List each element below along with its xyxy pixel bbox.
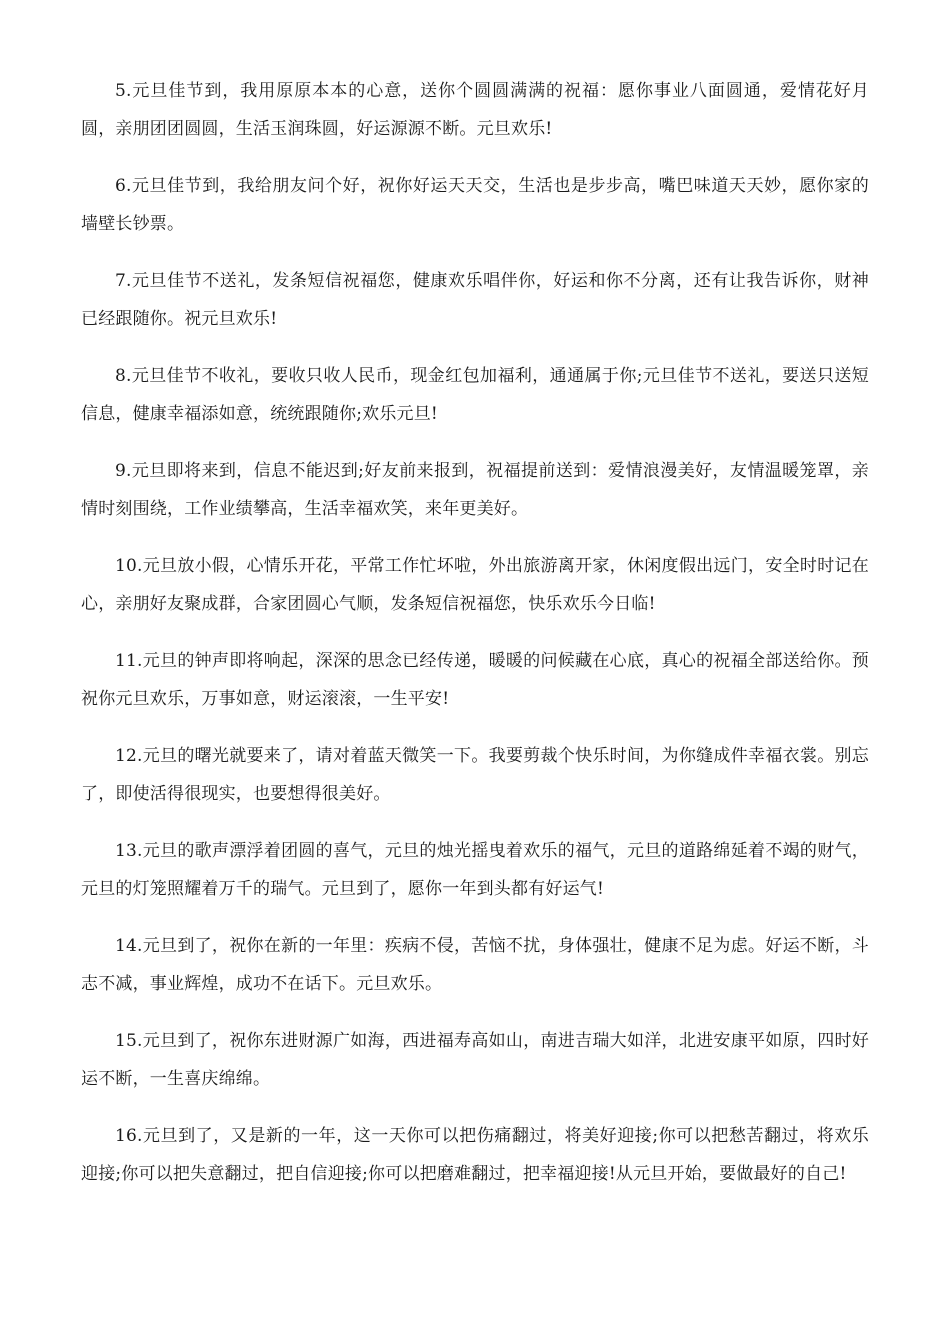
document-body xyxy=(81,72,869,1212)
paragraph-8: 8.元旦佳节不收礼，要收只收人民币，现金红包加福利，通通属于你;元旦佳节不送礼，要送只送短信息，健康幸福添如意，统统跟随你;欢乐元旦! xyxy=(81,366,869,424)
paragraph-9: 9.元旦即将来到，信息不能迟到;好友前来报到，祝福提前送到：爱情浪漫美好，友情温暖笼罩，亲情时刻围绕，工作业绩攀高，生活幸福欢笑，来年更美好。 xyxy=(81,461,869,519)
paragraph-16: 16.元旦到了，又是新的一年，这一天你可以把伤痛翻过，将美好迎接;你可以把愁苦翻过，将欢乐迎接;你可以把失意翻过，把自信迎接;你可以把磨难翻过，把幸福迎接!从元旦开始，要做最好的自己! xyxy=(81,1126,869,1184)
paragraph-11: 11.元旦的钟声即将响起，深深的思念已经传递，暖暖的问候藏在心底，真心的祝福全部送给你。预祝你元旦欢乐，万事如意，财运滚滚，一生平安! xyxy=(81,651,869,709)
paragraph-15: 15.元旦到了，祝你东进财源广如海，西进福寿高如山，南进吉瑞大如洋，北进安康平如原，四时好运不断，一生喜庆绵绵。 xyxy=(81,1031,869,1089)
paragraph-14: 14.元旦到了，祝你在新的一年里：疾病不侵，苦恼不扰，身体强壮，健康不足为虑。好运不断，斗志不减，事业辉煌，成功不在话下。元旦欢乐。 xyxy=(81,936,869,994)
paragraph-10: 10.元旦放小假，心情乐开花，平常工作忙坏啦，外出旅游离开家，休闲度假出远门，安全时时记在心，亲朋好友聚成群，合家团圆心气顺，发条短信祝福您，快乐欢乐今日临! xyxy=(81,556,869,614)
paragraph-12: 12.元旦的曙光就要来了，请对着蓝天微笑一下。我要剪裁个快乐时间，为你缝成件幸福衣裳。别忘了，即使活得很现实，也要想得很美好。 xyxy=(81,746,869,804)
paragraph-5: 5.元旦佳节到，我用原原本本的心意，送你个圆圆满满的祝福：愿你事业八面圆通，爱情花好月圆，亲朋团团圆圆，生活玉润珠圆，好运源源不断。元旦欢乐! xyxy=(81,81,869,139)
paragraph-7: 7.元旦佳节不送礼，发条短信祝福您，健康欢乐唱伴你，好运和你不分离，还有让我告诉你，财神已经跟随你。祝元旦欢乐! xyxy=(81,271,869,329)
paragraph-13: 13.元旦的歌声漂浮着团圆的喜气，元旦的烛光摇曳着欢乐的福气，元旦的道路绵延着不竭的财气，元旦的灯笼照耀着万千的瑞气。元旦到了，愿你一年到头都有好运气! xyxy=(81,841,869,899)
paragraph-6: 6.元旦佳节到，我给朋友问个好，祝你好运天天交，生活也是步步高，嘴巴味道天天妙，愿你家的墙壁长钞票。 xyxy=(81,176,869,234)
